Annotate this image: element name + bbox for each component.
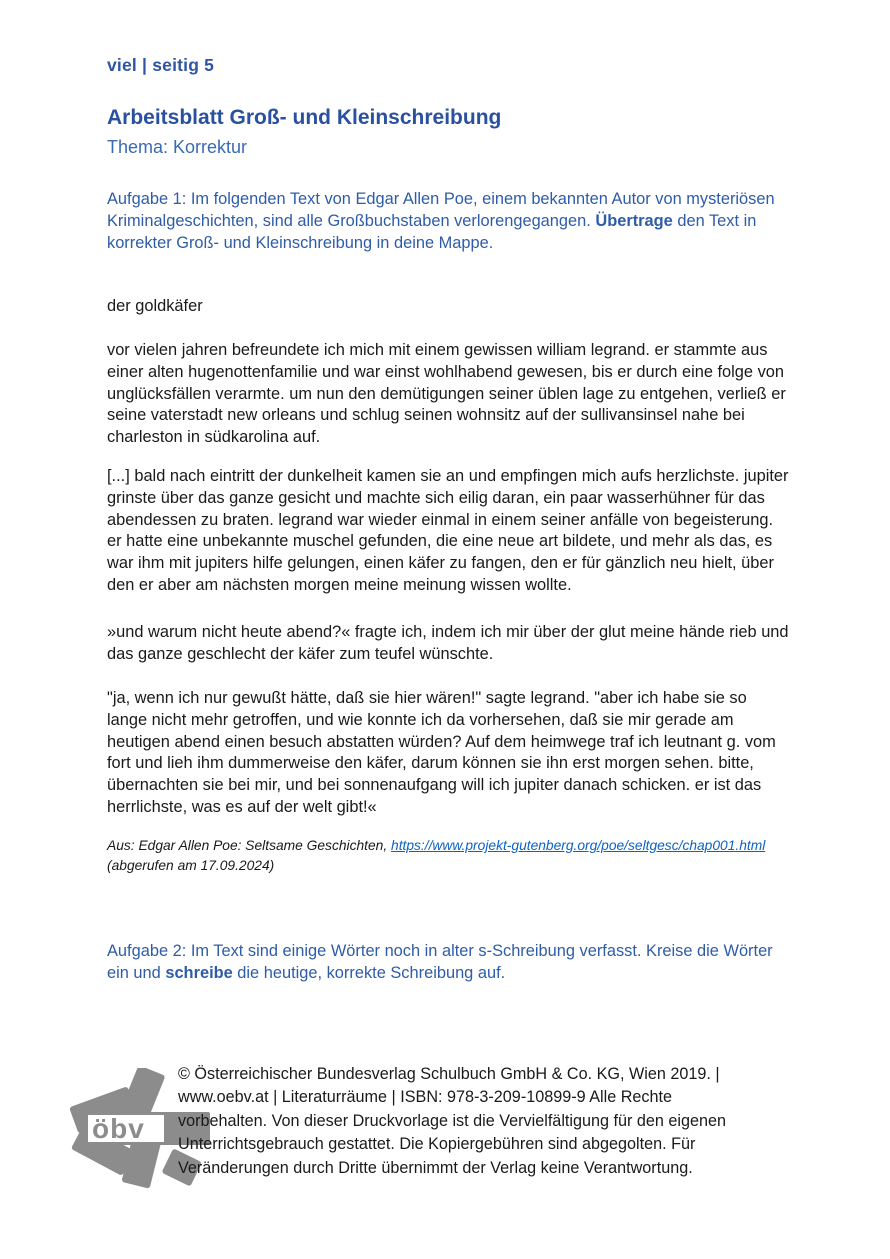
brand-header: viel | seitig 5 xyxy=(107,55,215,75)
page-title: Arbeitsblatt Groß- und Kleinschreibung xyxy=(107,106,502,129)
source-suffix: (abgerufen am 17.09.2024) xyxy=(107,858,275,873)
source-prefix: Aus: Edgar Allen Poe: Seltsame Geschichten, xyxy=(107,838,392,853)
task-2-text-bold: schreibe xyxy=(165,964,233,982)
oebv-logo-wordmark: öbv xyxy=(92,1113,145,1144)
story-paragraph-1: vor vielen jahren befreundete ich mich mit einem gewissen william legrand. er stammte aus einer alten hugenottenfamilie und war einst wohlhabend gewesen, bis er durch eine folge von unglücksfällen verarmte. um nun den demütigungen seiner üblen lage zu entgehen, verließ er seine vaterstadt new orleans und schlug seinen wohnsitz auf der sullivansinsel nahe bei charleston in südkarolina auf. xyxy=(107,341,786,447)
source-citation xyxy=(107,836,807,876)
story-paragraph-2: [...] bald nach eintritt der dunkelheit kamen sie an und empfingen mich aufs herzlichste. jupiter grinste über das ganze gesicht und machte sich eilig daran, ein paar wasserhühner für das abendessen zu braten. legrand war wieder einmal in einem seiner anfälle von begeisterung. er hatte eine unbekannte muschel gefunden, die eine neue art bildete, und mehr als das, es war ihm mit jupiters hilfe gelungen, einen käfer zu fangen, den er für gänzlich neu hielt, über den er aber am nächsten morgen meine meinung wissen wollte. xyxy=(107,467,789,594)
page-subtitle: Thema: Korrektur xyxy=(107,137,248,157)
task-1-text-post: den Text in korrekter Groß- und Kleinschreibung in deine Mappe. xyxy=(107,212,757,252)
task-2-instruction xyxy=(107,940,789,984)
task-1-text-pre: Aufgabe 1: Im folgenden Text von Edgar Allen Poe, einem bekannten Autor von mysteriösen Kriminalgeschichten, sind alle Großbuchstaben verlorengegangen. xyxy=(107,190,775,230)
story-title: der goldkäfer xyxy=(107,297,203,315)
story-paragraph-4: "ja, wenn ich nur gewußt hätte, daß sie hier wären!" sagte legrand. "aber ich habe sie so lange nicht mehr getroffen, und wie konnte ich da vorhersehen, daß sie mir gerade am heutigen abend einen besuch abstatten würden? Auf dem heimwege traf ich leutnant g. vom fort und lieh ihm dummerweise den käfer, darum können sie ihn erst morgen sehen. bitte, übernachten sie bei mir, und bei sonnenaufgang will ich jupiter danach schicken. er ist das herrlichste, was es auf der welt gibt!« xyxy=(107,689,776,816)
task-2-text-post: die heutige, korrekte Schreibung auf. xyxy=(232,964,506,982)
copyright-notice: © Österreichischer Bundesverlag Schulbuch GmbH & Co. KG, Wien 2019. | www.oebv.at | Literaturräume | ISBN: 978-3-209-10899-9 Alle Rechte vorbehalten. Von dieser Druckvorlage ist die Vervielfältigung für den eigenen Unterrichtsgebrauch gestattet. Die Kopiergebühren sind abgegolten. Für Veränderungen durch Dritte übernimmt der Verlag keine Verantwortung. xyxy=(178,1065,727,1177)
source-link[interactable]: https://www.projekt-gutenberg.org/poe/seltgesc/chap001.html xyxy=(391,838,766,853)
task-1-text-bold: Übertrage xyxy=(595,212,673,230)
task-1-instruction xyxy=(107,188,789,254)
story-paragraph-3: »und warum nicht heute abend?« fragte ich, indem ich mir über der glut meine hände rieb und das ganze geschlecht der käfer zum teufel wünschte. xyxy=(107,623,789,663)
task-2-text-pre: Aufgabe 2: Im Text sind einige Wörter noch in alter s-Schreibung verfasst. Kreise die Wörter ein und xyxy=(107,942,773,982)
